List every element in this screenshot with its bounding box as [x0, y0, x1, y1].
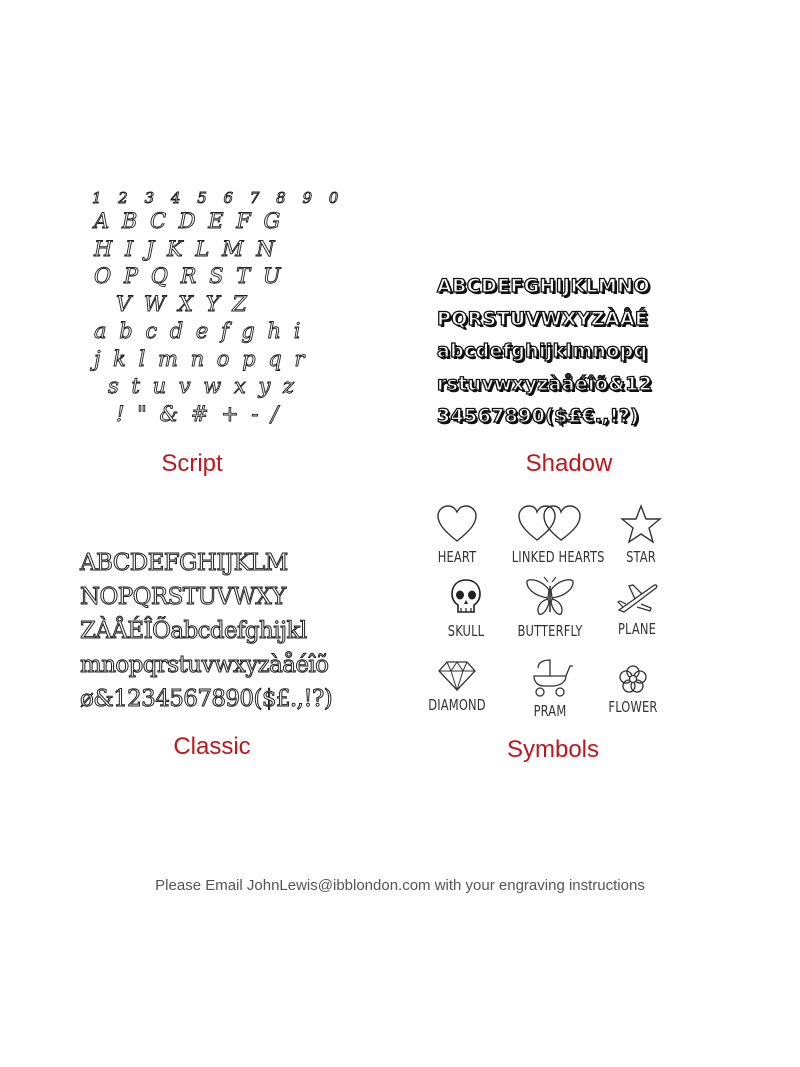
shadow-sample-line: PQRSTUVWXYZÀÅÉ — [437, 307, 649, 330]
shadow-label: Shadow — [525, 450, 613, 477]
script-sample-line: O P Q R S T U — [94, 264, 284, 288]
symbol-name: HEART — [437, 548, 477, 566]
linked-hearts-icon — [517, 504, 583, 544]
symbol-flower — [588, 664, 678, 716]
shadow-sample-line: abcdefghijklmnopq — [437, 340, 648, 362]
symbol-skull — [421, 578, 511, 640]
symbol-star — [596, 504, 686, 566]
star-icon — [620, 504, 662, 544]
script-sample-line: s t u v w x y z — [108, 374, 298, 398]
butterfly-icon — [524, 576, 576, 618]
shadow-sample-line: rstuvwxyzàåéîõ&12 — [437, 372, 653, 395]
script-font-sample — [78, 188, 345, 428]
flower-icon — [618, 664, 648, 694]
shadow-sample-line: 34567890($£€.,!?) — [437, 405, 640, 427]
script-label: Script — [161, 450, 223, 477]
symbol-name: BUTTERFLY — [517, 622, 583, 640]
symbol-name: PRAM — [533, 702, 567, 720]
symbol-butterfly — [505, 576, 595, 640]
classic-sample-line: NOPQRSTUVWXY — [80, 584, 286, 610]
skull-icon — [449, 578, 483, 618]
pram-icon — [526, 658, 574, 698]
symbol-diamond — [412, 660, 502, 714]
engraving-instructions: Please Email JohnLewis@ibblondon.com with your engraving instructions — [155, 877, 645, 894]
script-sample-line: j k l m n o p q r — [94, 346, 308, 371]
script-sample-line: ! " & # + - / — [116, 401, 282, 426]
symbol-name: PLANE — [617, 620, 657, 638]
classic-label: Classic — [173, 733, 251, 760]
script-sample-line: a b c d e f g h i — [94, 319, 304, 343]
symbol-name: LINKED HEARTS — [511, 548, 605, 566]
heart-icon — [435, 504, 479, 544]
symbols-label: Symbols — [506, 736, 600, 763]
symbol-plane — [592, 580, 682, 638]
symbol-name: FLOWER — [608, 698, 658, 716]
classic-font-sample — [80, 546, 355, 716]
script-sample-line: H I J K L M N — [94, 236, 278, 261]
classic-sample-line: ZÀÅÉÎÕabcdefghijkl — [80, 618, 307, 644]
classic-sample-line: ø&1234567890($£.,!?) — [80, 686, 333, 712]
symbol-name: SKULL — [447, 622, 485, 640]
script-sample-line: A B C D E F G — [94, 209, 284, 233]
symbol-heart — [412, 504, 502, 566]
script-sample-line: 1 2 3 4 5 6 7 8 9 0 — [92, 189, 345, 207]
shadow-font-sample — [437, 270, 712, 433]
symbol-pram — [505, 658, 595, 720]
plane-icon — [615, 580, 659, 616]
classic-sample-line: ABCDEFGHIJKLM — [80, 550, 288, 576]
shadow-sample-line: ABCDEFGHIJKLMNO — [437, 275, 650, 297]
diamond-icon — [437, 660, 477, 692]
symbol-name: DIAMOND — [428, 696, 486, 714]
symbol-linked-hearts — [505, 504, 605, 566]
classic-sample-line: mnopqrstuvwxyzàåéîõ — [80, 652, 329, 678]
symbol-name: STAR — [626, 548, 656, 566]
script-sample-line: V W X Y Z — [116, 291, 250, 316]
